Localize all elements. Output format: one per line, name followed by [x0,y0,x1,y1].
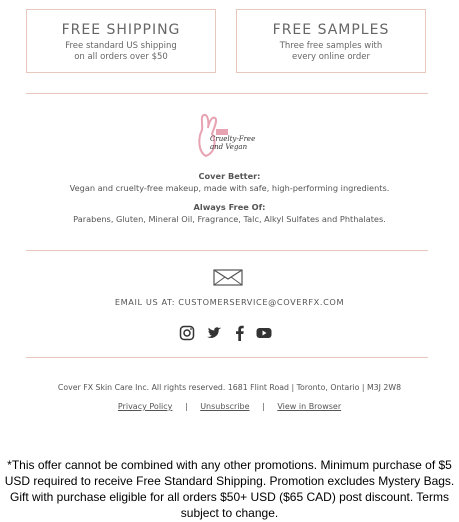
link-separator: | [262,402,265,411]
instagram-icon[interactable] [179,325,195,341]
free-samples-box [236,9,426,73]
badge-line2: and Vegan [210,143,248,151]
youtube-icon[interactable] [256,325,272,341]
footer-links [0,402,459,411]
free-shipping-box [26,9,216,73]
promotion-disclaimer: *This offer cannot be combined with any other promotions. Minimum purchase of $5 USD required to receive Free Standard Shipping. Promotion excludes Mystery Bags. Gift with purchase eligible for all orders $50+ USD ($65 CAD) post discount. Terms subject to change. [4,458,455,520]
free-shipping-title: FREE SHIPPING [61,22,181,38]
always-free-text: Parabens, Gluten, Mineral Oil, Fragrance, Talc, Alkyl Sulfates and Phthalates. [73,214,386,224]
company-address: Cover FX Skin Care Inc. All rights reserved. 1681 Flint Road | Toronto, Ontario | M3J 2W8 [57,383,402,392]
cruelty-free-badge [190,112,270,158]
free-samples-line2: every online order [291,52,370,62]
facebook-icon[interactable] [232,325,248,341]
email-contact[interactable]: EMAIL US AT: CUSTOMERSERVICE@COVERFX.COM [114,297,345,307]
privacy-policy-link[interactable]: Privacy Policy [117,402,173,411]
badge-line1: Cruelty-Free [210,135,256,143]
always-free-heading: Always Free Of: [193,202,266,212]
cover-better-text: Vegan and cruelty-free makeup, made with safe, high-performing ingredients. [69,183,390,193]
free-samples-line1: Three free samples with [279,41,383,51]
twitter-icon[interactable] [206,325,222,341]
view-in-browser-link[interactable]: View in Browser [277,402,342,411]
unsubscribe-link[interactable]: Unsubscribe [200,402,250,411]
divider [26,250,428,251]
free-shipping-line1: Free standard US shipping [65,41,177,51]
mail-icon[interactable] [213,269,243,286]
free-samples-title: FREE SAMPLES [272,22,390,38]
divider [26,357,428,358]
free-shipping-line2: on all orders over $50 [74,52,168,62]
divider [26,93,428,94]
link-separator: | [184,402,188,411]
cover-better-heading: Cover Better: [198,171,261,181]
